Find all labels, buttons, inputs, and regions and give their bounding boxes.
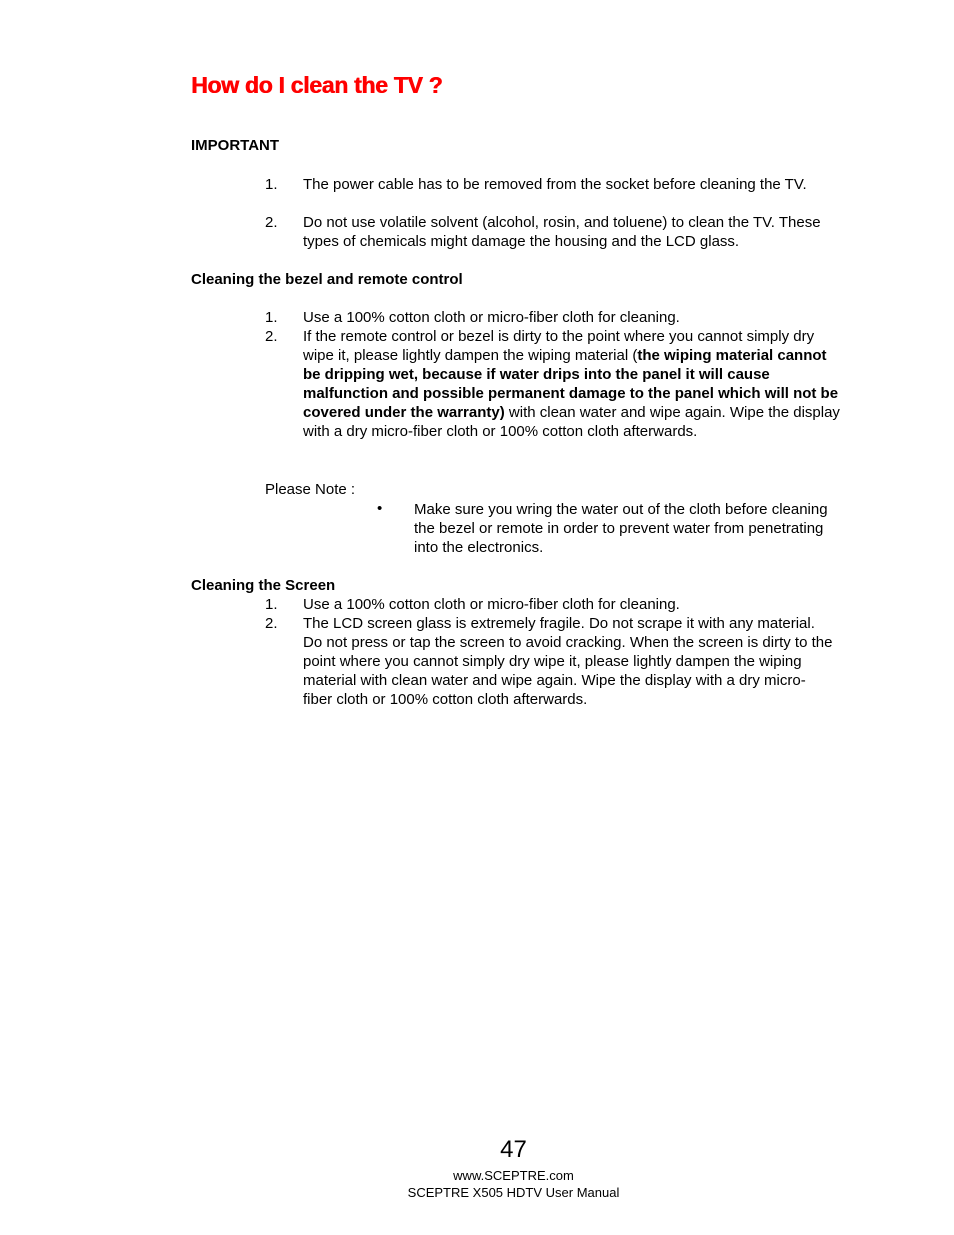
page-title: How do I clean the TV ? (191, 72, 443, 98)
screen-heading: Cleaning the Screen (191, 577, 336, 594)
list-item-number: 2. (265, 214, 278, 231)
list-item-text: The LCD screen glass is extremely fragile. Do not scrape it with any material. Do not press or tap the screen to avoid cracking. When the screen is dirty to the point where you cannot simply dry wipe it, please lightly dampen the wiping material with clean water and wipe again. Wipe the display with a dry micro-fiber cloth or 100% cotton cloth afterwards. (303, 615, 833, 709)
list-item-text: The power cable has to be removed from the socket before cleaning the TV. (303, 176, 807, 193)
list-item-number: 1. (265, 176, 278, 193)
footer-manual-title: SCEPTRE X505 HDTV User Manual (407, 1185, 620, 1200)
warning-outro-text: with clean water and wipe again. Wipe the display with a dry micro-fiber cloth or 100% cotton cloth afterwards. (303, 404, 840, 441)
page-number: 47 (500, 1136, 527, 1163)
bullet-icon: • (377, 500, 383, 517)
list-item-text: Do not use volatile solvent (alcohol, rosin, and toluene) to clean the TV. These types of chemicals might damage the housing and the LCD glass. (303, 214, 821, 251)
list-item-number: 1. (265, 309, 278, 326)
note-label: Please Note : (265, 481, 356, 498)
list-item-number: 2. (265, 615, 278, 632)
note-text: Make sure you wring the water out of the cloth before cleaning the bezel or remote in order to prevent water from penetrating into the electronics. (414, 501, 828, 557)
list-item-number: 1. (265, 596, 278, 613)
list-item-number: 2. (265, 328, 278, 345)
warning-intro-text: If the remote control or bezel is dirty to the point where you cannot simply dry wipe it, please lightly dampen the wiping material ( (303, 328, 815, 365)
list-item-text (303, 327, 848, 442)
footer-website: www.SCEPTRE.com (453, 1168, 574, 1183)
warning-bold-text: the wiping material cannot be dripping wet, because if water drips into the panel it will cause malfunction and possible permanent damage to the panel which will not be covered under the warranty) (303, 347, 839, 422)
list-item-text: Use a 100% cotton cloth or micro-fiber cloth for cleaning. (303, 309, 680, 326)
important-heading: IMPORTANT (191, 137, 280, 154)
bezel-heading: Cleaning the bezel and remote control (191, 271, 463, 288)
list-item-text: Use a 100% cotton cloth or micro-fiber cloth for cleaning. (303, 596, 680, 613)
